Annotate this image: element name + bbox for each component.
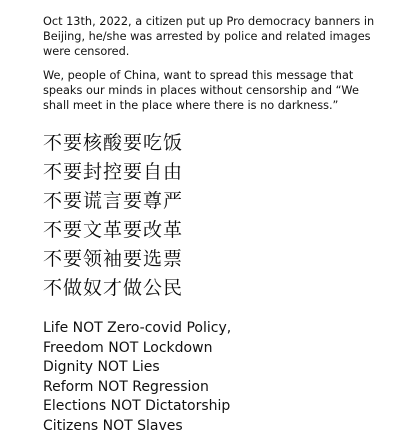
english-slogan: Citizens NOT Slaves [43,417,380,436]
english-slogan-list [43,319,380,436]
english-slogan: Freedom NOT Lockdown [43,339,380,359]
intro-paragraph-1: Oct 13th, 2022, a citizen put up Pro democracy banners in Beijing, he/she was arrested by police and related images were censored. [43,0,380,59]
chinese-slogan: 不做奴才做公民 [43,274,380,303]
chinese-slogan: 不要领袖要选票 [43,245,380,274]
english-slogan: Life NOT Zero-covid Policy, [43,319,380,339]
english-slogan: Elections NOT Dictatorship [43,397,380,417]
english-slogan: Reform NOT Regression [43,378,380,398]
intro-paragraph-2: We, people of China, want to spread this message that speaks our minds in places without censorship and “We shall meet in the place where there is no darkness.” [43,68,380,113]
chinese-slogan: 不要核酸要吃饭 [43,129,380,158]
chinese-slogan: 不要文革要改革 [43,216,380,245]
chinese-slogan: 不要谎言要尊严 [43,187,380,216]
english-slogan: Dignity NOT Lies [43,358,380,378]
chinese-slogan-list [43,129,380,303]
chinese-slogan: 不要封控要自由 [43,158,380,187]
